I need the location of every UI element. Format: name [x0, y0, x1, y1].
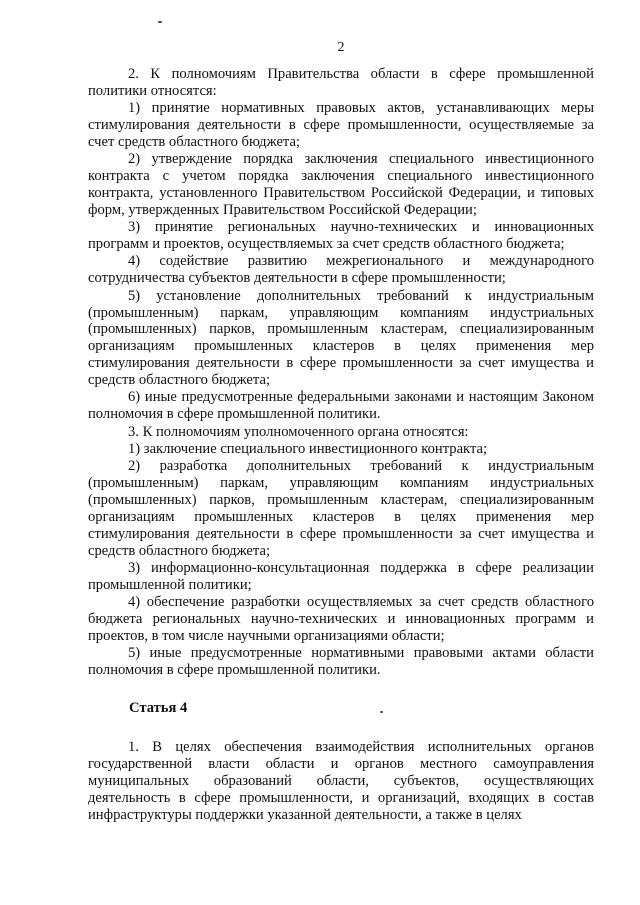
article-4-body [88, 739, 594, 824]
paragraph: 4) содействие развитию межрегионального и международного сотрудничества субъектов деятельности в сфере промышленности; [88, 253, 594, 287]
paragraph: 1) заключение специального инвестиционного контракта; [128, 440, 488, 457]
paragraph: 3) принятие региональных научно-технических и инновационных программ и проектов, осуществляемых за счет средств областного бюджета; [88, 219, 594, 253]
scan-speck [158, 21, 162, 23]
paragraph: 5) установление дополнительных требований к индустриальным (промышленным) паркам, управляющим компаниям индустриальных (промышленных) парков, промышленным кластерам, специализированным организациям промышленных кластеров в целях применения мер стимулирования деятельности в сфере промышленности за счет имущества и средств областного бюджета; [88, 287, 594, 389]
paragraph: 3) информационно-консультационная поддержка в сфере реализации промышленной политики; [88, 560, 594, 593]
paragraph: 2) разработка дополнительных требований к индустриальным (промышленным) паркам, управляющим компаниям индустриальных (промышленных) парков, промышленным кластерам, специализированным организациям промышленных кластеров в целях применения мер стимулирования деятельности в сфере промышленности за счет имущества и средств областного бюджета; [88, 458, 594, 559]
paragraph: 5) иные предусмотренные нормативными правовыми актами области полномочия в сфере промышленной политики. [88, 645, 594, 679]
page-number: 2 [337, 40, 345, 55]
paragraph: 2. К полномочиям Правительства области в сфере промышленной политики относятся: [88, 65, 594, 99]
document-page [88, 40, 594, 824]
article-title: Статья 4 [129, 700, 188, 717]
paragraph: 2) утверждение порядка заключения специального инвестиционного контракта с учетом порядка заключения специального инвестиционного контракта, установленного Правительством Российской Федерации, и типовых форм, утвержденных Правительством Российской Федерации; [88, 151, 594, 218]
paragraph: 6) иные предусмотренные федеральными законами и настоящим Законом полномочия в сфере промышленной политики. [88, 389, 594, 423]
article-3-continuation [88, 66, 594, 679]
paragraph: 3. К полномочиям уполномоченного органа относятся: [128, 423, 469, 440]
paragraph: 1) принятие нормативных правовых актов, устанавливающих меры стимулирования деятельности в сфере промышленности, осуществляемые за счет средств областного бюджета; [88, 100, 594, 150]
paragraph: 1. В целях обеспечения взаимодействия исполнительных органов государственной власти области и органов местного самоуправления муниципальных образований области, субъектов, осуществляющих деятельность в сфере промышленности, и организаций, входящих в состав инфраструктуры поддержки указанной деятельности, а также в целях [88, 739, 594, 823]
paragraph: 4) обеспечение разработки осуществляемых за счет средств областного бюджета региональных научно-технических и инновационных программ и проектов, в том числе научными организациями области; [88, 594, 594, 645]
